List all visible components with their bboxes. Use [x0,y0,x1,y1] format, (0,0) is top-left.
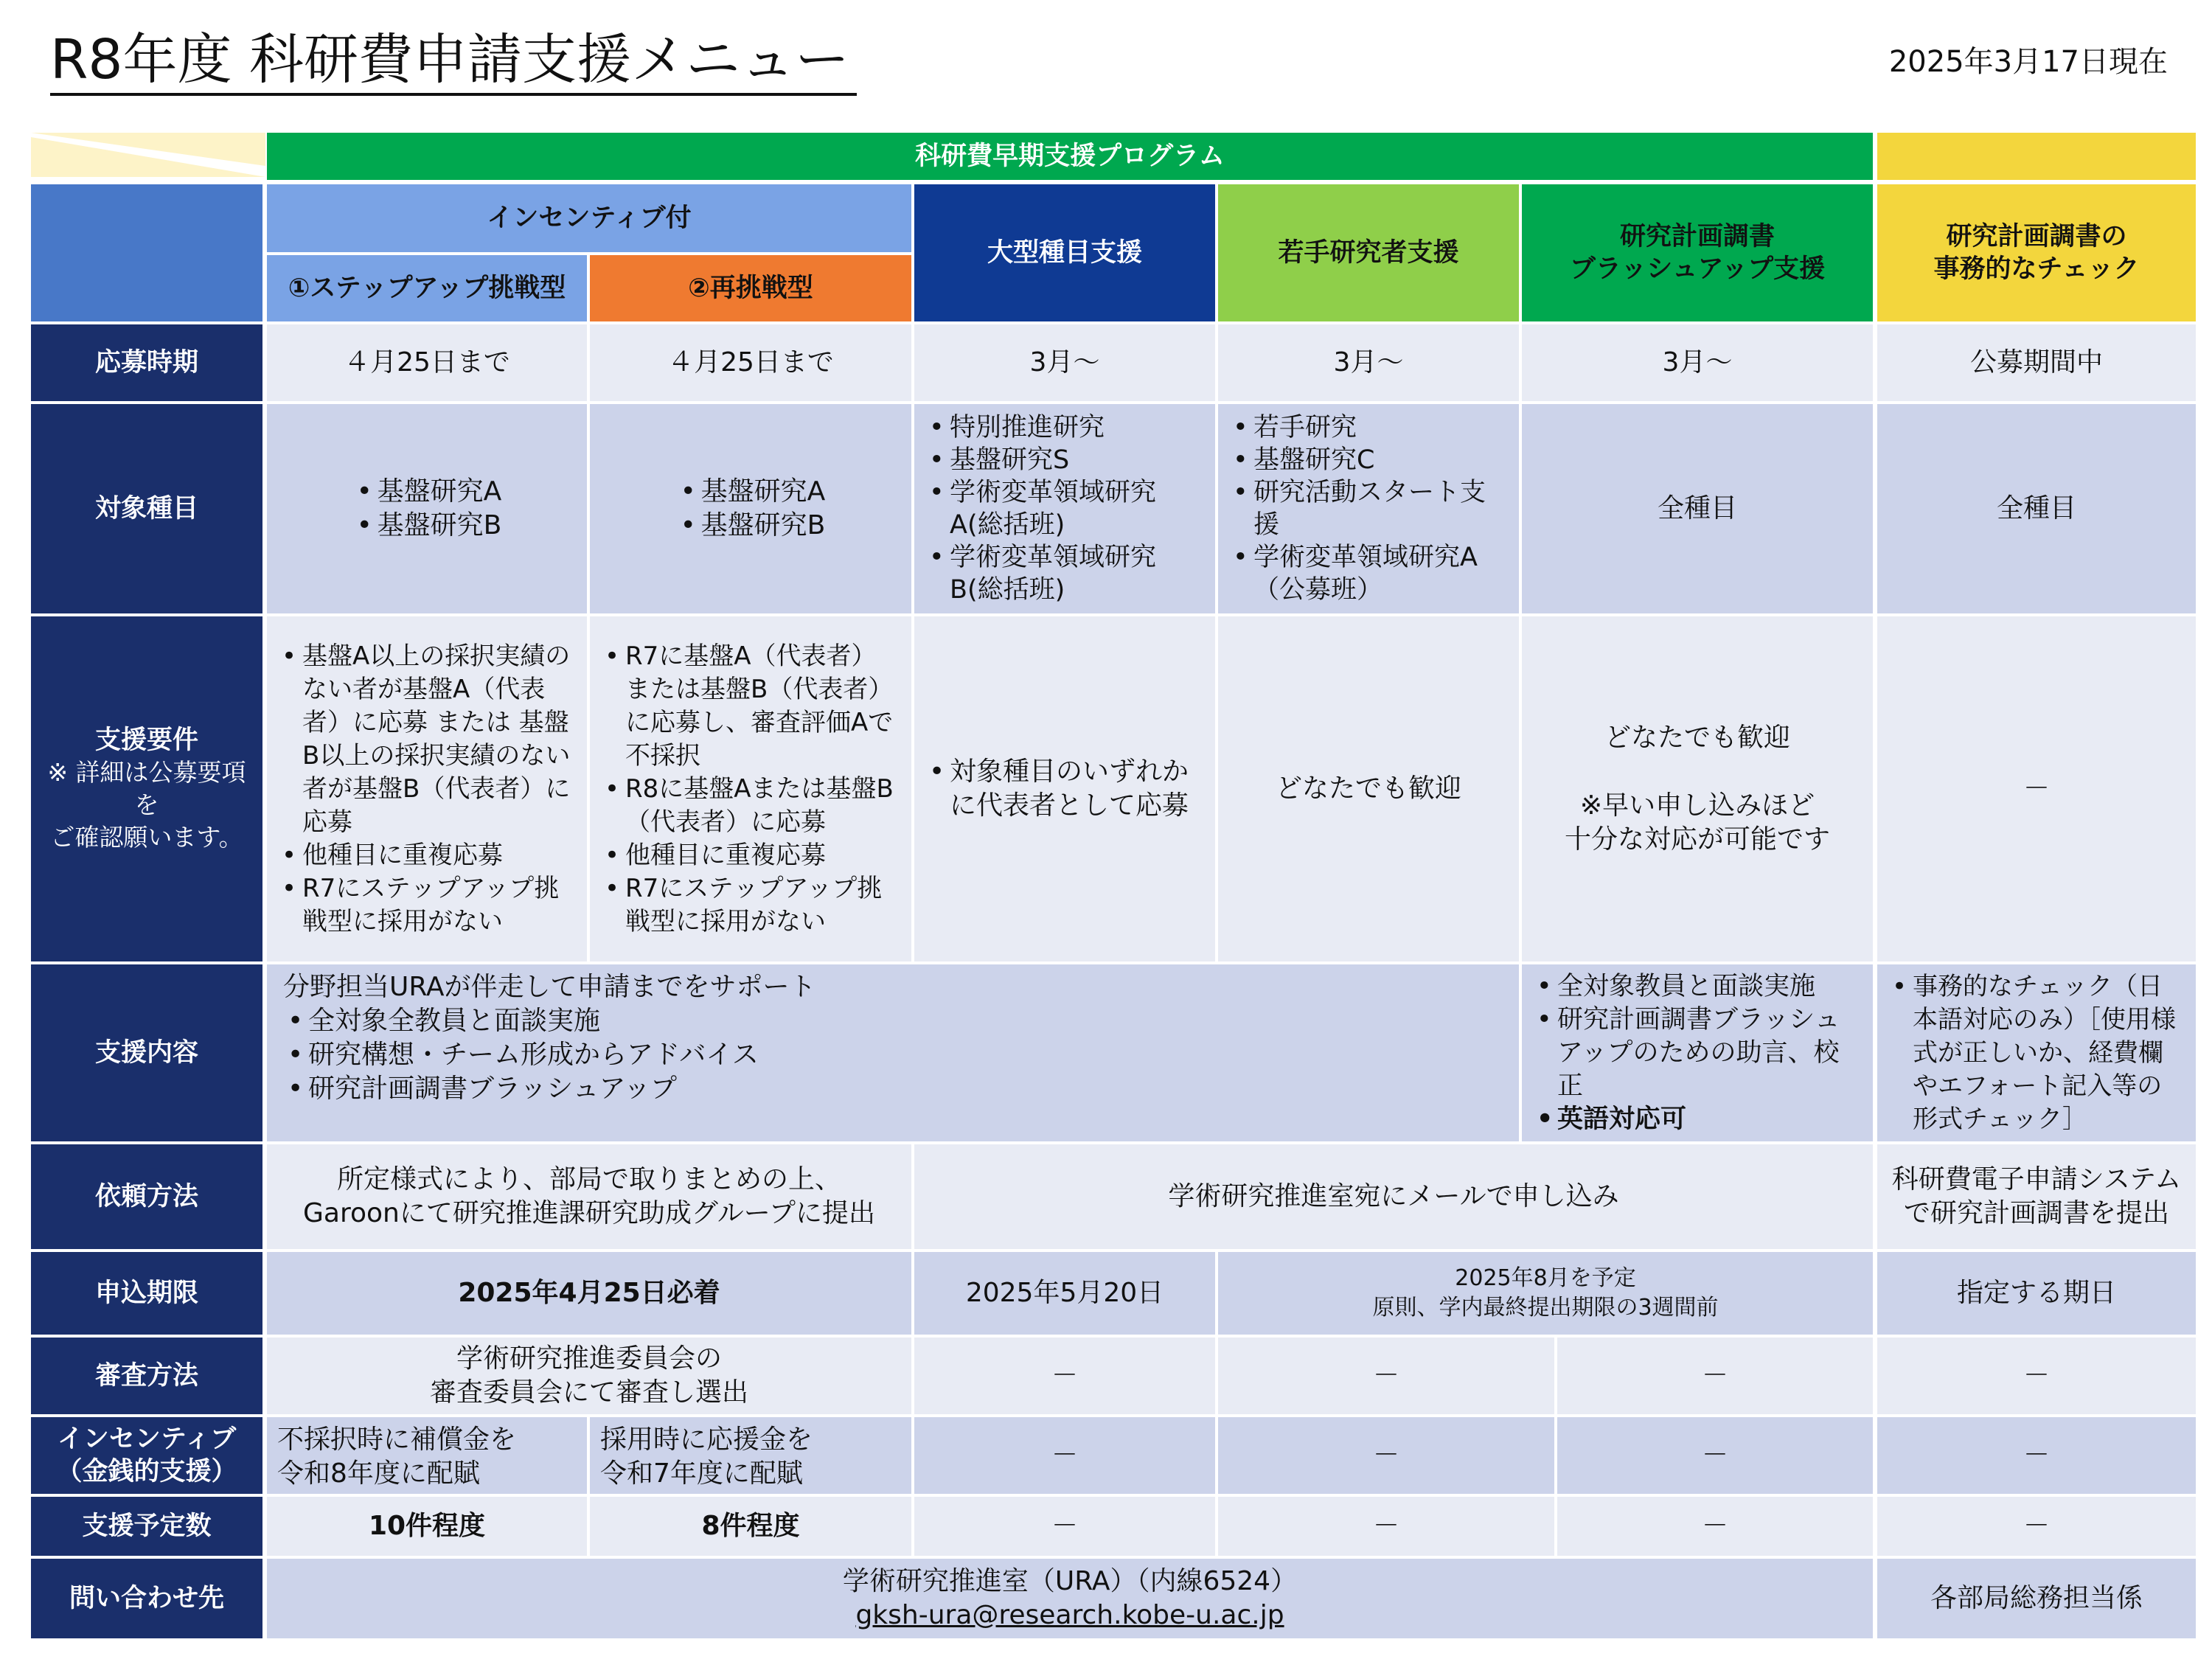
method-c12 [267,1144,911,1249]
target-c6: 全種目 [1877,404,2196,613]
deadline-c6: 指定する期日 [1877,1252,2196,1335]
list-item: • 学術変革領域研究A（公募班） [1228,541,1509,606]
row-label-method: 依頼方法 [31,1144,262,1249]
requirements-c5-line4: 十分な対応が可能です [1564,824,1830,855]
list-item: • R8に基盤Aまたは基盤B（代表者）に応募 [600,773,901,839]
count-c2: 8件程度 [590,1497,911,1556]
list-item: • 若手研究 [1228,411,1509,444]
row-label-support: 支援内容 [31,964,262,1141]
row-label-deadline: 申込期限 [31,1252,262,1335]
method-c6-line2: で研究計画調書を提出 [1903,1198,2169,1228]
requirements-c4: どなたでも歓迎 [1218,616,1519,961]
incentive-c2 [590,1417,911,1494]
list-item: • 研究構想・チーム形成からアドバイス [283,1038,759,1072]
list-item: • 事務的なチェック（日本語対応のみ）［使用様式が正しいか、経費欄やエフォート記入等の形式チェック］ [1888,970,2185,1136]
requirements-c5-line1: どなたでも歓迎 [1604,723,1790,753]
method-c12-line1: 所定様式により、部局で取りまとめの上、 [336,1164,841,1194]
page-title: R8年度 科研費申請支援メニュー [50,27,857,96]
method-c6-line1: 科研費電子申請システム [1891,1164,2182,1194]
review-c12-line2: 審査委員会にて審査し選出 [429,1377,748,1408]
yellow-header-band [1877,133,2196,180]
target-c3 [914,404,1215,613]
col6-header [1877,184,2196,321]
list-item: • 全対象全教員と面談実施 [283,1004,759,1038]
requirements-note-2: ご確認願います。 [50,823,243,852]
col2-header: ②再挑戦型 [590,255,911,321]
review-c3: － [914,1338,1215,1414]
incentive-c1-line1: 不採択時に補償金を [277,1425,517,1455]
row-label-count: 支援予定数 [31,1497,262,1556]
incentive-label-line2: （金銭的支援） [56,1457,237,1486]
count-c3: － [914,1497,1215,1556]
contact-email-link[interactable]: gksh-ura@research.kobe-u.ac.jp [855,1600,1284,1630]
contact-c6: 各部局総務担当係 [1877,1559,2196,1638]
row-label-target: 対象種目 [31,404,262,613]
support-c1-4 [267,964,1519,1141]
incentive-c6: － [1877,1417,2196,1494]
row-label-period: 応募時期 [31,324,262,401]
requirements-c5 [1522,616,1873,961]
list-item: • 他種目に重複応募 [600,839,901,872]
incentive-c2-line1: 採用時に応援金を [600,1425,813,1455]
list-item: • R7にステップアップ挑戦型に採用がない [600,872,901,939]
list-item: • 全対象教員と面談実施 [1532,970,1863,1004]
col3-header: 大型種目支援 [914,184,1215,321]
list-item: • 基盤研究S [925,444,1205,476]
requirements-c2 [590,616,911,961]
incentive-c1-line2: 令和8年度に配賦 [277,1458,480,1489]
incentive-label-line1: インセンティブ [57,1425,237,1454]
period-c4: 3月～ [1218,324,1519,401]
list-item: • 研究計画調書ブラッシュアップ [283,1072,759,1106]
list-item: • 基盤研究A [676,475,826,509]
incentive-c2-line2: 令和7年度に配賦 [600,1458,803,1489]
requirements-c6: － [1877,616,2196,961]
requirements-c3 [914,616,1215,961]
target-c2 [590,404,911,613]
incentive-header: インセンティブ付 [267,184,911,252]
method-c12-line2: Garoonにて研究推進課研究助成グループに提出 [303,1198,875,1228]
list-item: • 基盤研究A [352,475,502,509]
list-item: • R7に基盤A（代表者）または基盤B（代表者）に応募し、審査評価Aで不採択 [600,640,901,773]
review-c5: － [1557,1338,1873,1414]
incentive-c1 [267,1417,587,1494]
deadline-c45-line2: 原則、学内最終提出期限の3週間前 [1372,1295,1719,1321]
contact-office: 学術研究推進室（URA）（内線6524） [842,1566,1298,1596]
col1-header: ①ステップアップ挑戦型 [267,255,587,321]
target-c4 [1218,404,1519,613]
list-item: • 研究計画調書ブラッシュアップのための助言、校正 [1532,1004,1863,1103]
review-c4: － [1218,1338,1554,1414]
count-c5: － [1557,1497,1873,1556]
deadline-c3: 2025年5月20日 [914,1252,1215,1335]
review-c12 [267,1338,911,1414]
support-c6 [1877,964,2196,1141]
col6-header-line1: 研究計画調書の [1946,222,2127,251]
count-c4: － [1218,1497,1554,1556]
list-item: • 基盤研究B [352,509,502,543]
col5-header-line1: 研究計画調書 [1619,222,1775,251]
row-label-requirements [31,616,262,961]
incentive-c3: － [914,1417,1215,1494]
period-c1: ４月25日まで [267,324,587,401]
col4-header: 若手研究者支援 [1218,184,1519,321]
incentive-c4: － [1218,1417,1554,1494]
row-label-incentive [31,1417,262,1494]
list-item: • 基盤研究B [676,509,826,543]
deadline-c45 [1218,1252,1873,1335]
period-c2: ４月25日まで [590,324,911,401]
requirements-c5-line3: ※早い申し込みほど [1579,790,1815,821]
list-item: • 英語対応可 [1532,1103,1863,1136]
list-item: • 他種目に重複応募 [277,839,577,872]
as-of-date: 2025年3月17日現在 [1888,45,2168,79]
period-c3: 3月～ [914,324,1215,401]
support-c5 [1522,964,1873,1141]
count-c6: － [1877,1497,2196,1556]
period-c5: 3月～ [1522,324,1873,401]
list-item: • 学術変革領域研究A(総括班) [925,476,1205,541]
list-item: • 研究活動スタート支援 [1228,476,1509,541]
col6-header-line2: 事務的なチェック [1933,254,2140,284]
col5-header [1522,184,1873,321]
col5-header-line2: ブラッシュアップ支援 [1569,254,1826,284]
support-intro: 分野担当URAが伴走して申請までをサポート [283,972,816,1002]
target-c1 [267,404,587,613]
count-c1: 10件程度 [267,1497,587,1556]
list-item: • R7にステップアップ挑戦型に採用がない [277,872,577,939]
list-item: • 基盤A以上の採択実績のない者が基盤A（代表者）に応募 または 基盤B以上の採択実績のない者が基盤B（代表者）に応募 [277,640,577,839]
program-header: 科研費早期支援プログラム [267,133,1873,180]
requirements-c1 [267,616,587,961]
list-item: • 基盤研究C [1228,444,1509,476]
header-decoration [31,133,265,177]
deadline-c45-line1: 2025年8月を予定 [1455,1265,1636,1291]
method-c6 [1877,1144,2196,1249]
contact-main [267,1559,1873,1638]
deadline-c12: 2025年4月25日必着 [267,1252,911,1335]
list-item: • 学術変革領域研究B(総括班) [925,541,1205,606]
requirements-note-1: ※ 詳細は公募要項を [47,758,246,819]
list-item: • 対象種目のいずれかに代表者として応募 [925,755,1205,823]
target-c5: 全種目 [1522,404,1873,613]
list-item: • 特別推進研究 [925,411,1205,444]
row-label-review: 審査方法 [31,1338,262,1414]
incentive-c5: － [1557,1417,1873,1494]
review-c12-line1: 学術研究推進委員会の [456,1343,722,1374]
method-c345: 学術研究推進室宛にメールで申し込み [914,1144,1873,1249]
period-c6: 公募期間中 [1877,324,2196,401]
row-label-header [31,184,262,321]
requirements-label: 支援要件 [94,726,198,755]
review-c6: － [1877,1338,2196,1414]
row-label-contact: 問い合わせ先 [31,1559,262,1638]
